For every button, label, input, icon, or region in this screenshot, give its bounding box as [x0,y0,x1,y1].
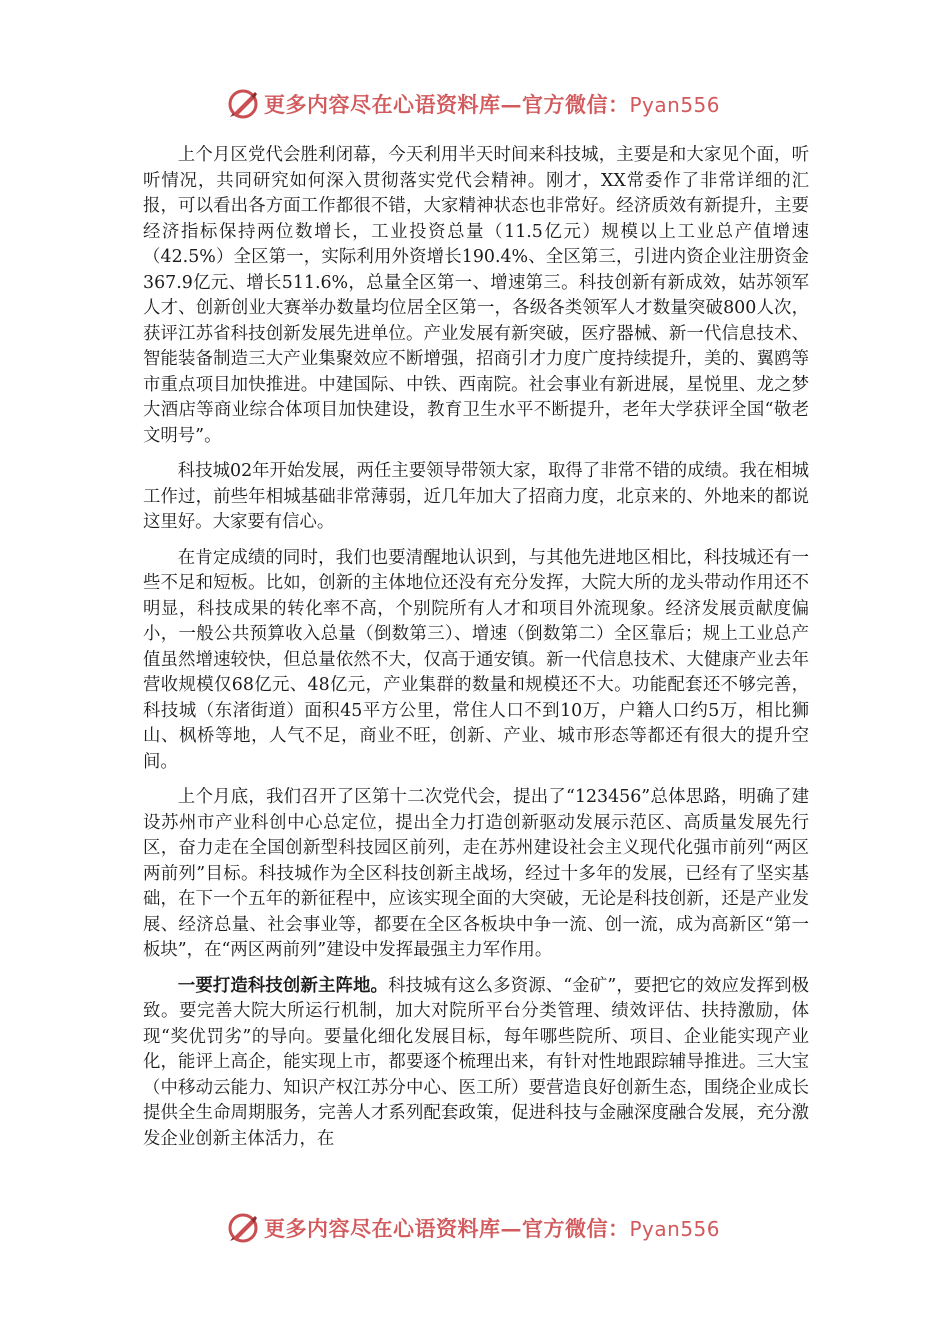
paragraph-3: 在肯定成绩的同时，我们也要清醒地认识到，与其他先进地区相比，科技城还有一些不足和短板。比如，创新的主体地位还没有充分发挥，大院大所的龙头带动作用还不明显，科技成果的转化率不高，个别院所有人才和项目外流现象。经济发展贡献度偏小，一般公共预算收入总量（倒数第三）、增速（倒数第二）全区靠后；规上工业总产值虽然增速较快，但总量依然不大，仅高于通安镇。新一代信息技术、大健康产业去年营收规模仅68亿元、48亿元，产业集群的数量和规模还不大。功能配套还不够完善，科技城（东渚街道）面积45平方公里，常住人口不到10万，户籍人口约5万，相比狮山、枫桥等地，人气不足，商业不旺，创新、产业、城市形态等都还有很大的提升空间。 [143,547,809,772]
pen-logo-icon [226,87,260,121]
footer-banner[interactable] [226,1211,726,1245]
paragraph-1: 上个月区党代会胜利闭幕，今天利用半天时间来科技城，主要是和大家见个面，听听情况，共同研究如何深入贯彻落实党代会精神。刚才，XX常委作了非常详细的汇报，可以看出各方面工作都很不错，大家精神状态也非常好。经济质效有新提升，主要经济指标保持两位数增长，工业投资总量（11.5亿元）规模以上工业总产值增速（42.5%）全区第一，实际利用外资增长190.4%、全区第三，引进内资企业注册资金367.9亿元、增长511.6%，总量全区第一、增速第三。科技创新有新成效，姑苏领军人才、创新创业大赛举办数量均位居全区第一，各级各类领军人才数量突破800人次，获评江苏省科技创新发展先进单位。产业发展有新突破，医疗器械、新一代信息技术、智能装备制造三大产业集聚效应不断增强，招商引才力度广度持续提升，美的、翼鸥等市重点项目加快推进。中建国际、中铁、西南院。社会事业有新进展，星悦里、龙之梦大酒店等商业综合体项目加快建设，教育卫生水平不断提升，老年大学获评全国“敬老文明号”。 [143,145,809,446]
header-banner[interactable] [226,87,726,121]
wechat-id: Pyan556 [629,93,721,117]
paragraph-lead: 一要打造科技创新主阵地。 [177,975,389,996]
wechat-id: Pyan556 [629,1217,721,1241]
article-body [143,143,809,1162]
pen-logo-icon [226,1211,260,1245]
paragraph-2: 科技城02年开始发展，两任主要领导带领大家，取得了非常不错的成绩。我在相城工作过，前些年相城基础非常薄弱，近几年加大了招商力度，北京来的、外地来的都说这里好。大家要有信心。 [143,461,809,532]
banner-text: 更多内容尽在心语资料库—官方微信：Pyan556 [264,1216,721,1241]
paragraph-5: 一要打造科技创新主阵地。科技城有这么多资源、“金矿”，要把它的效应发挥到极致。要完善大院大所运行机制，加大对院所平台分类管理、绩效评估、扶持激励，体现“奖优罚劣”的导向。要量化细化发展目标，每年哪些院所、项目、企业能实现产业化，能评上高企，能实现上市，都要逐个梳理出来，有针对性地跟踪辅导推进。三大宝（中移动云能力、知识产权江苏分中心、医工所）要营造良好创新生态，围绕企业成长提供全生命周期服务，完善人才系列配套政策，促进科技与金融深度融合发展，充分激发企业创新主体活力，在 [143,975,809,1149]
paragraph-4: 上个月底，我们召开了区第十二次党代会，提出了“123456”总体思路，明确了建设苏州市产业科创中心总定位，提出全力打造创新驱动发展示范区、高质量发展先行区，奋力走在全国创新型科技园区前列，走在苏州建设社会主义现代化强市前列“两区两前列”目标。科技城作为全区科技创新主战场，经过十多年的发展，已经有了坚实基础，在下一个五年的新征程中，应该实现全面的大突破，无论是科技创新，还是产业发展、经济总量、社会事业等，都要在全区各板块中争一流、创一流，成为高新区“第一板块”，在“两区两前列”建设中发挥最强主力军作用。 [143,787,809,960]
banner-text: 更多内容尽在心语资料库—官方微信：Pyan556 [264,92,721,117]
